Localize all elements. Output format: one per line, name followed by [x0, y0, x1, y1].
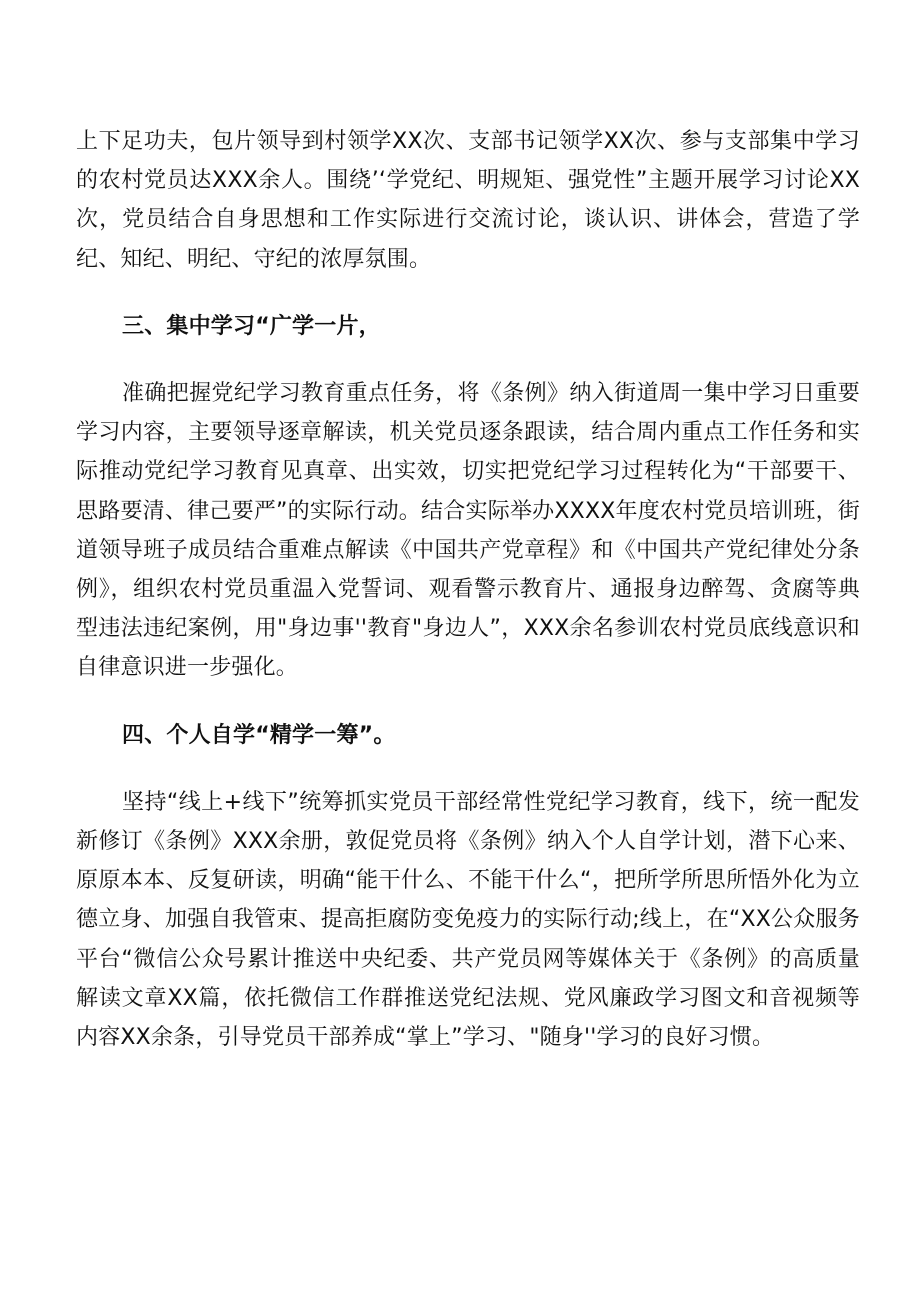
- paragraph-centralized-study: 准确把握党纪学习教育重点任务，将《条例》纳入街道周一集中学习日重要学习内容，主要领导逐章解读，机关党员逐条跟读，结合周内重点工作任务和实际推动党纪学习教育见真章、出实效，切实把党纪学习过程转化为“干部要干、思路要清、律己要严”的实际行动。结合实际举办XXXX年度农村党员培训班，街道领导班子成员结合重难点解读《中国共产党章程》和《中国共产党纪律处分条例》，组织农村党员重温入党誓词、观看警示教育片、通报身边醉驾、贪腐等典型违法违纪案例，用"身边事''教育"身边人”，XXX余名参训农村党员底线意识和自律意识进一步强化。: [76, 381, 860, 681]
- section-heading-four: 四、个人自学“精学一筹”。: [122, 722, 396, 748]
- document-body: [76, 122, 860, 1057]
- section-heading-three: 三、集中学习“广学一片，: [122, 313, 381, 339]
- paragraph-self-study: 坚持“线上+线下”统筹抓实党员干部经常性党纪学习教育，线下，统一配发新修订《条例》XXX余册，敦促党员将《条例》纳入个人自学计划，潜下心来、原原本本、反复研读，明确“能干什么、不能干什么“，把所学所思所悟外化为立德立身、加强自我管束、提高拒腐防变免疫力的实际行动;线上，在“XX公众服务平台“微信公众号累计推送中央纪委、共产党员网等媒体关于《条例》的高质量解读文章XX篇，依托微信工作群推送党纪法规、党风廉政学习图文和音视频等内容XX余条，引导党员干部养成“掌上”学习、"随身''学习的良好习惯。: [76, 789, 860, 1051]
- paragraph-study-implementation: 上下足功夫，包片领导到村领学XX次、支部书记领学XX次、参与支部集中学习的农村党员达XXX余人。围绕’‘学党纪、明规矩、强党性”主题开展学习讨论XX次，党员结合自身思想和工作实际进行交流讨论，谈认识、讲体会，营造了学纪、知纪、明纪、守纪的浓厚氛围。: [76, 129, 860, 272]
